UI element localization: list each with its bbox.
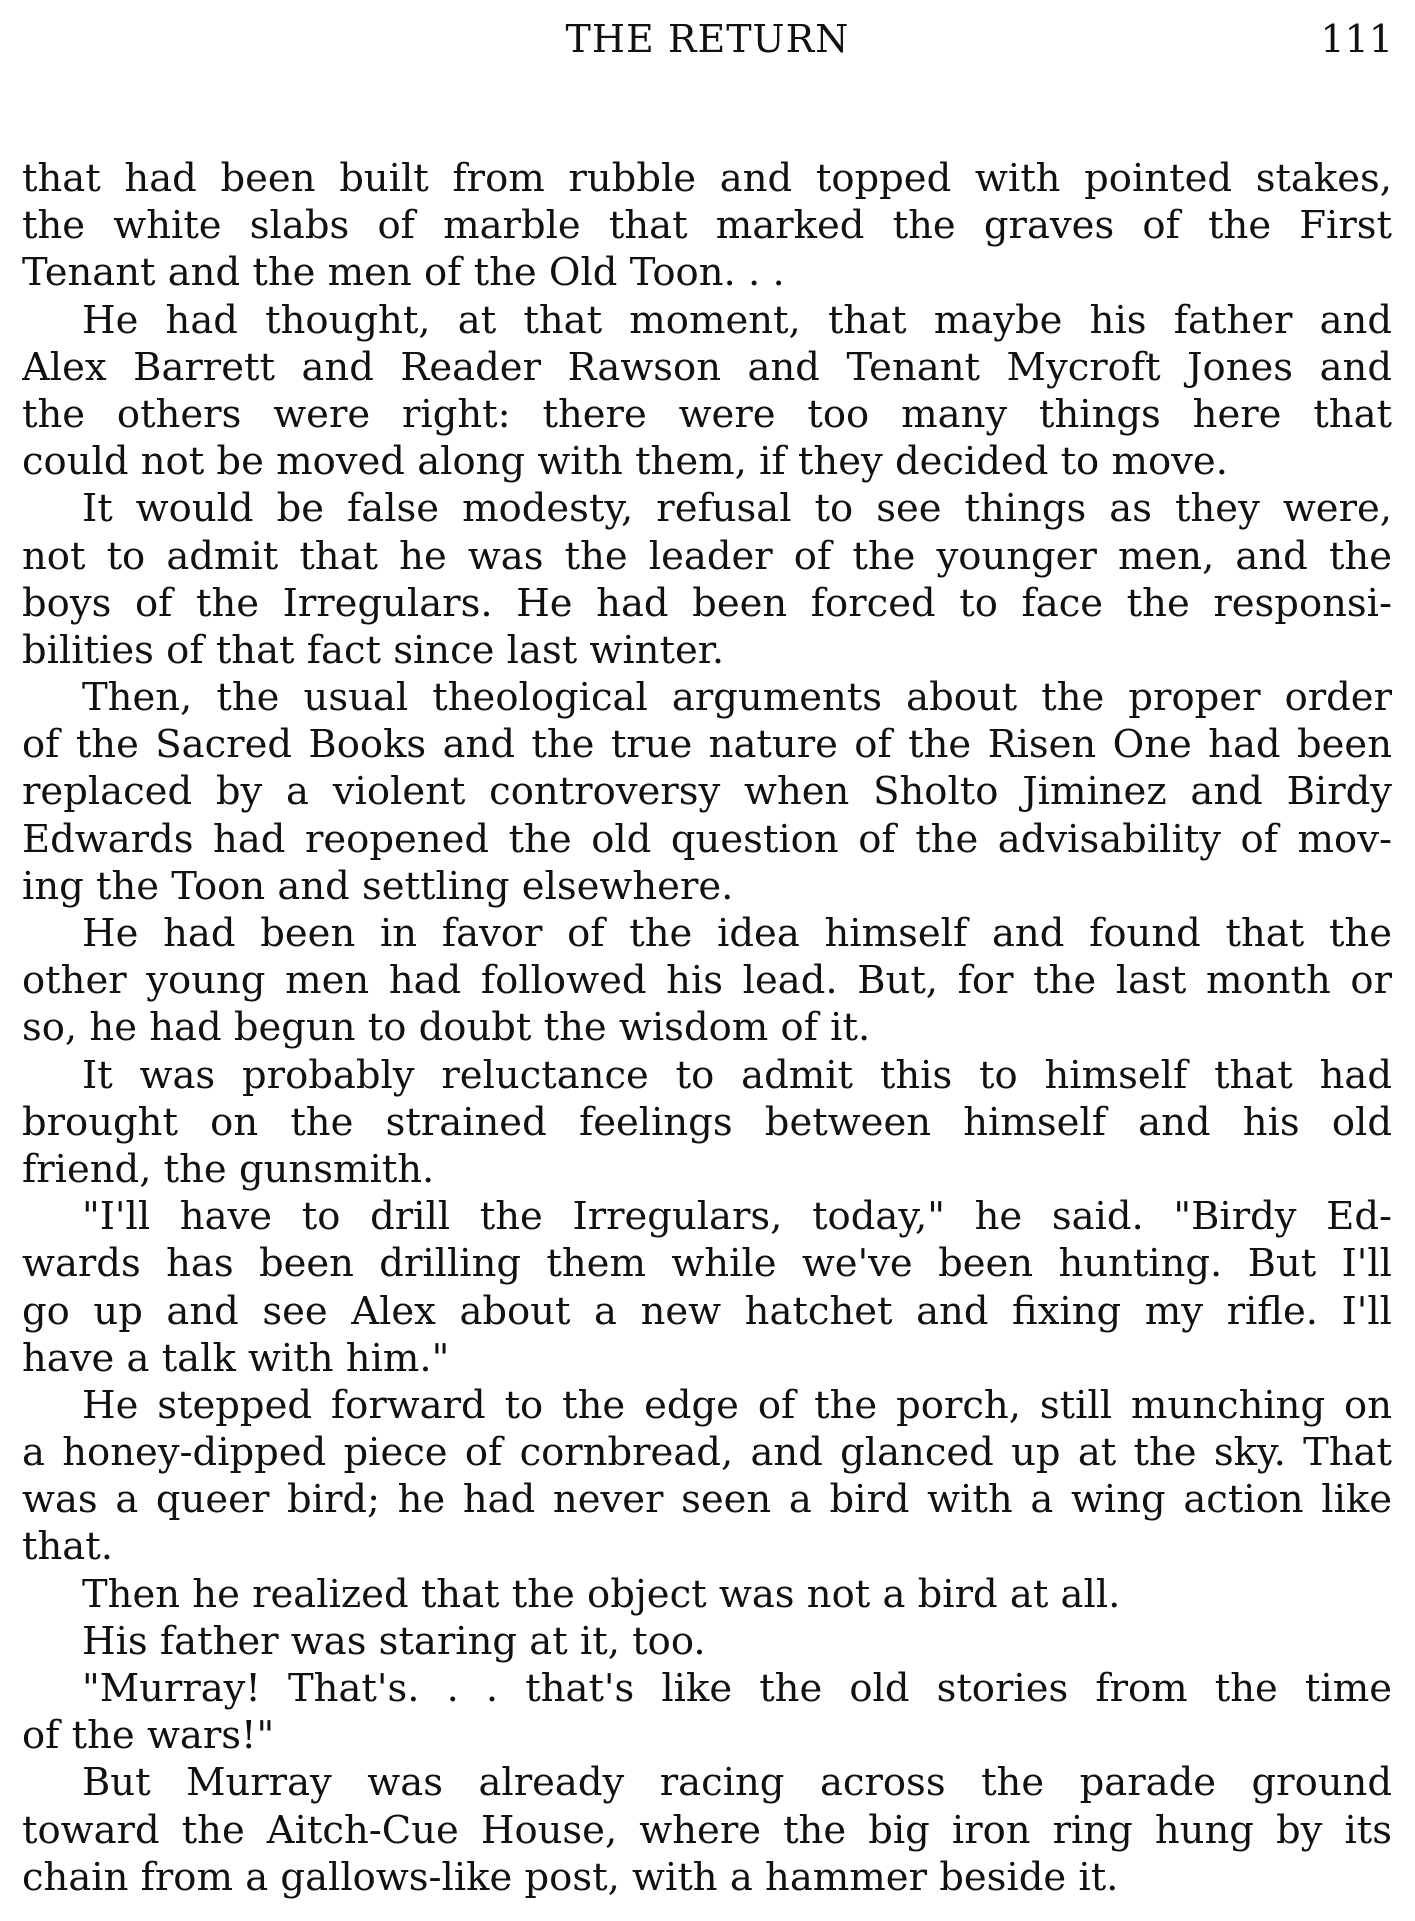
text-line: other young men had followed his lead. But, for the last month or (22, 958, 1392, 1004)
text-line: But Murray was already racing across the parade ground (82, 1760, 1392, 1806)
text-line: Then, the usual theological arguments about the proper order (82, 675, 1392, 721)
text-line: boys of the Irregulars. He had been forced to face the responsi- (22, 580, 1392, 626)
running-head (22, 14, 1393, 64)
text-line: was a queer bird; he had never seen a bird with a wing action like (22, 1477, 1392, 1523)
text-line: He had thought, at that moment, that maybe his father and (82, 297, 1392, 343)
text-line: the white slabs of marble that marked the graves of the First (22, 203, 1392, 249)
text-line: have a talk with him." (22, 1335, 450, 1381)
text-line: that. (22, 1524, 113, 1570)
text-line: Edwards had reopened the old question of the advisability of mov- (22, 816, 1392, 862)
text-line: wards has been drilling them while we've been hunting. But I'll (22, 1241, 1392, 1287)
text-line: friend, the gunsmith. (22, 1146, 435, 1192)
text-line: could not be moved along with them, if they decided to move. (22, 439, 1228, 485)
text-line: chain from a gallows-like post, with a hammer beside it. (22, 1854, 1119, 1900)
text-line: His father was staring at it, too. (82, 1618, 706, 1664)
text-line: Tenant and the men of the Old Toon. . . (22, 250, 785, 296)
text-line: toward the Aitch-Cue House, where the big iron ring hung by its (22, 1807, 1392, 1853)
text-line: the others were right: there were too many things here that (22, 391, 1392, 437)
page-number: 111 (1320, 17, 1393, 61)
body-text (22, 155, 1392, 1901)
text-line: Then he realized that the object was not a bird at all. (82, 1571, 1121, 1617)
text-line: replaced by a violent controversy when Sholto Jiminez and Birdy (22, 769, 1392, 815)
running-title: THE RETURN (565, 17, 850, 61)
text-line: He stepped forward to the edge of the porch, still munching on (82, 1382, 1392, 1428)
text-line: bilities of that fact since last winter. (22, 627, 725, 673)
text-line: that had been built from rubble and topped with pointed stakes, (22, 156, 1392, 201)
text-line: of the Sacred Books and the true nature of the Risen One had been (22, 722, 1392, 768)
text-line: so, he had begun to doubt the wisdom of it. (22, 1005, 871, 1051)
text-line: of the wars!" (22, 1713, 275, 1759)
text-line: brought on the strained feelings between himself and his old (22, 1099, 1392, 1145)
text-line: It was probably reluctance to admit this to himself that had (82, 1052, 1392, 1098)
text-line: "Murray! That's. . . that's like the old stories from the time (82, 1666, 1392, 1711)
text-line: not to admit that he was the leader of the younger men, and the (22, 533, 1392, 579)
text-line: ing the Toon and settling elsewhere. (22, 863, 734, 909)
text-line: He had been in favor of the idea himself and found that the (82, 911, 1392, 956)
text-line: It would be false modesty, refusal to see things as they were, (82, 486, 1392, 532)
text-line: a honey-dipped piece of cornbread, and glanced up at the sky. That (22, 1430, 1392, 1476)
text-line: "I'll have to drill the Irregulars, today," he said. "Birdy Ed- (82, 1194, 1392, 1240)
text-line: Alex Barrett and Reader Rawson and Tenant Mycroft Jones and (22, 344, 1392, 390)
text-line: go up and see Alex about a new hatchet and fixing my rifle. I'll (22, 1288, 1392, 1334)
